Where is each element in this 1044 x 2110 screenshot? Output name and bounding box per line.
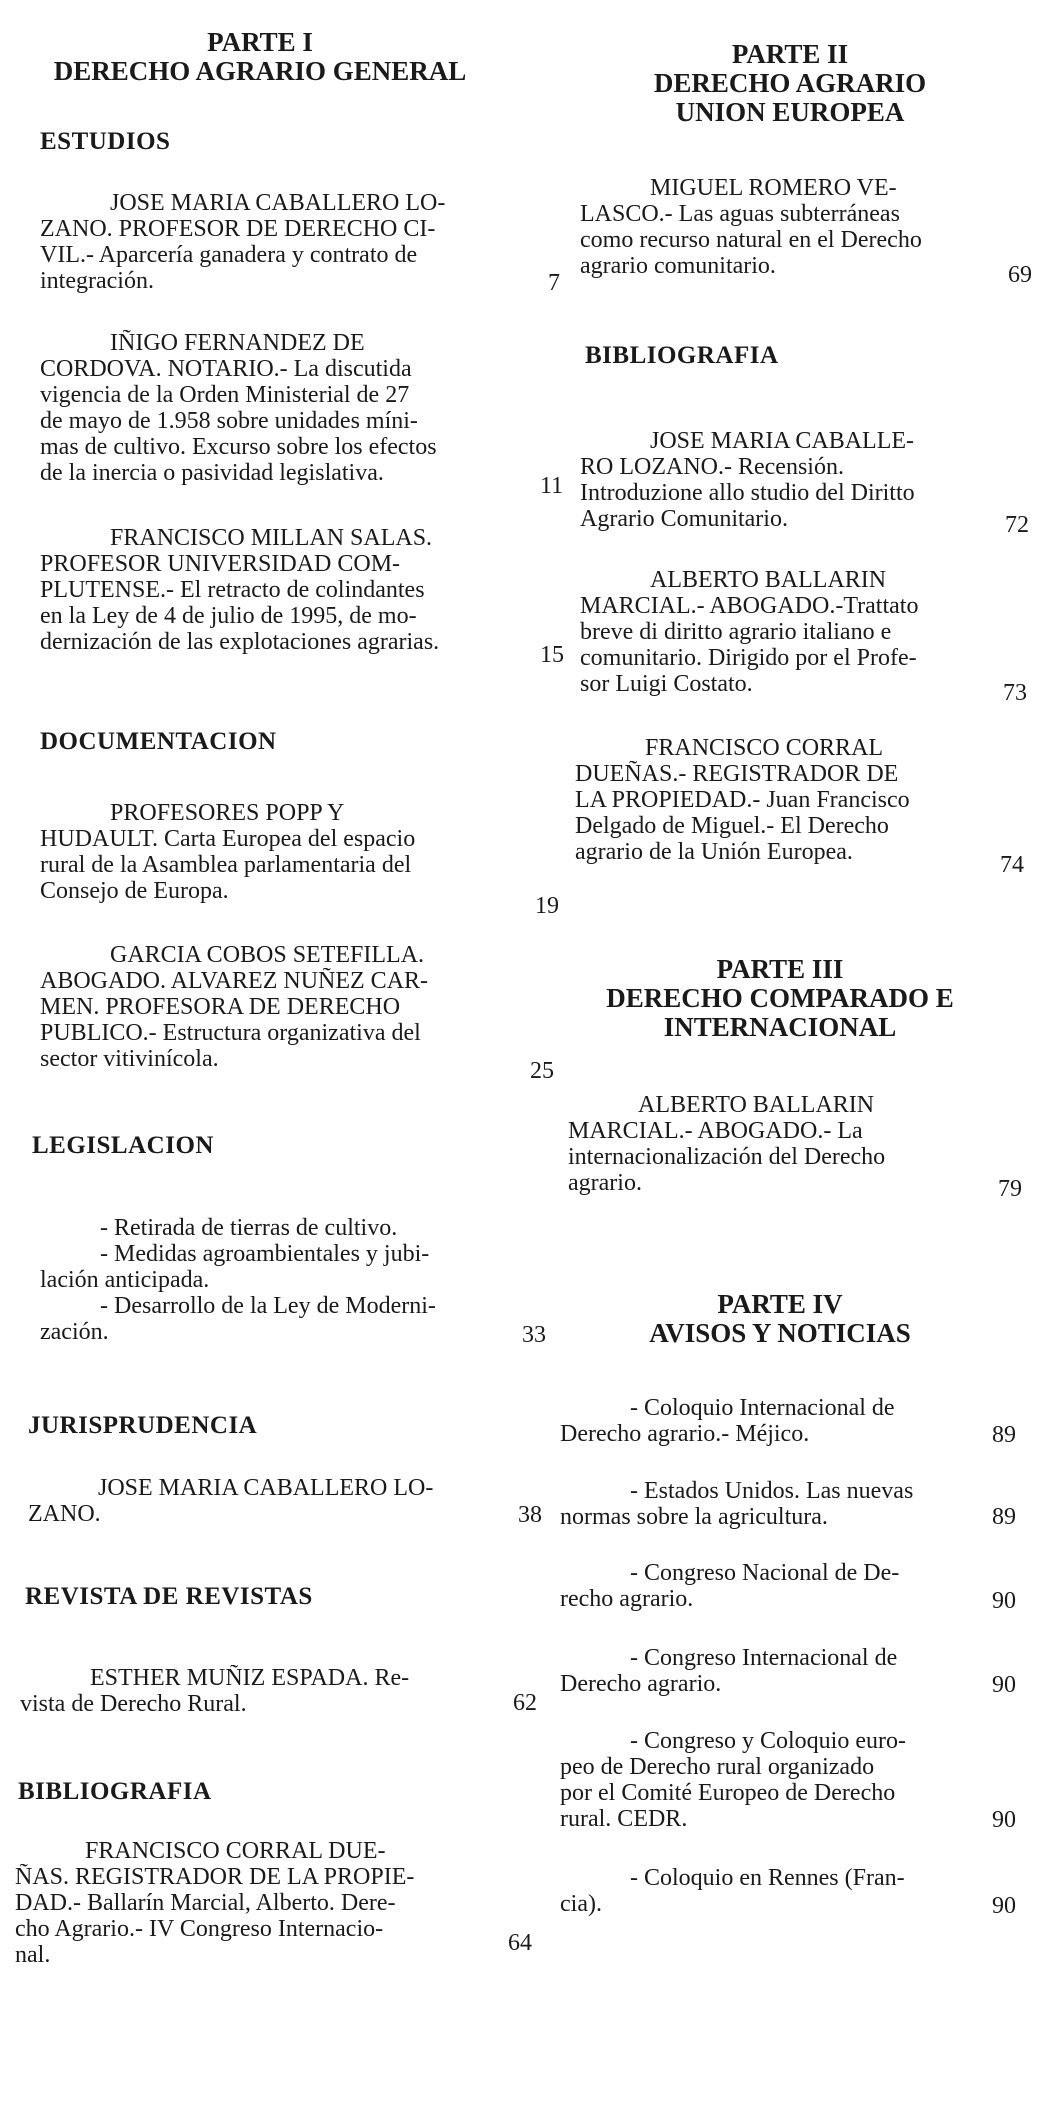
toc-entry: FRANCISCO CORRAL DUEÑAS.- REGISTRADOR DE LA PROPIEDAD.- Juan Francisco Delgado de Miguel.- El Derecho agrario de la Unión Europea.: [575, 735, 910, 865]
toc-entry: - Coloquio en Rennes (Fran- cia).: [560, 1865, 905, 1917]
toc-entry: ALBERTO BALLARIN MARCIAL.- ABOGADO.-Trattato breve di diritto agrario italiano e comunitario. Dirigido por el Profe- sor Luigi Costato.: [580, 567, 919, 697]
page-number: 7: [548, 270, 560, 296]
toc-entry: IÑIGO FERNANDEZ DE CORDOVA. NOTARIO.- La discutida vigencia de la Orden Ministerial de 27 de mayo de 1.958 sobre unidades míni- mas de cultivo. Excurso sobre los efectos de la inercia o pasividad legislativa.: [40, 330, 437, 486]
page-number: 90: [992, 1672, 1016, 1698]
part-4-title: PARTE IV AVISOS Y NOTICIAS: [649, 1289, 911, 1348]
page-number: 69: [1008, 262, 1032, 288]
toc-entry: JOSE MARIA CABALLERO LO- ZANO.: [28, 1475, 434, 1527]
toc-entry: - Estados Unidos. Las nuevas normas sobre la agricultura.: [560, 1478, 914, 1530]
toc-entry: ALBERTO BALLARIN MARCIAL.- ABOGADO.- La internacionalización del Derecho agrario.: [568, 1092, 886, 1196]
page-number: 15: [540, 642, 564, 668]
toc-entry: - Congreso Internacional de Derecho agrario.: [560, 1645, 898, 1697]
toc-entry: GARCIA COBOS SETEFILLA. ABOGADO. ALVAREZ NUÑEZ CAR- MEN. PROFESORA DE DERECHO PUBLICO.- Estructura organizativa del sector vitivinícola.: [40, 942, 429, 1072]
page-number: 73: [1003, 680, 1027, 706]
toc-entry: JOSE MARIA CABALLERO LO- ZANO. PROFESOR DE DERECHO CI- VIL.- Aparcería ganadera y contrato de integración.: [40, 190, 446, 294]
part-2-title: PARTE II DERECHO AGRARIO UNION EUROPEA: [653, 39, 927, 127]
page-number: 89: [992, 1422, 1016, 1448]
page-number: 90: [992, 1807, 1016, 1833]
toc-entry: MIGUEL ROMERO VE- LASCO.- Las aguas subterráneas como recurso natural en el Derecho agrario comunitario.: [580, 175, 922, 279]
section-heading-jurisprudencia: JURISPRUDENCIA: [28, 1412, 258, 1439]
page-number: 19: [535, 893, 559, 919]
toc-entry: - Congreso Nacional de De- recho agrario.: [560, 1560, 900, 1612]
page-number: 62: [513, 1690, 537, 1716]
toc-entry: ESTHER MUÑIZ ESPADA. Re- vista de Derecho Rural.: [20, 1665, 410, 1717]
page-number: 38: [518, 1502, 542, 1528]
toc-entry: FRANCISCO MILLAN SALAS. PROFESOR UNIVERSIDAD COM- PLUTENSE.- El retracto de colindantes en la Ley de 4 de julio de 1995, de mo- dernización de las explotaciones agrarias.: [40, 525, 440, 655]
toc-entry: - Retirada de tierras de cultivo. - Medidas agroambientales y jubi- lación anticipada. - Desarrollo de la Ley de Moderni- zación.: [40, 1215, 436, 1345]
page-number: 79: [998, 1176, 1022, 1202]
section-heading-revista: REVISTA DE REVISTAS: [25, 1583, 313, 1610]
page-number: 89: [992, 1504, 1016, 1530]
part-3-title: PARTE III DERECHO COMPARADO E INTERNACIONAL: [606, 954, 954, 1042]
page-number: 72: [1005, 512, 1029, 538]
toc-entry: - Coloquio Internacional de Derecho agrario.- Méjico.: [560, 1395, 895, 1447]
section-heading-documentacion: DOCUMENTACION: [40, 728, 277, 755]
section-heading-bibliografia-2: BIBLIOGRAFIA: [585, 342, 779, 369]
toc-entry: JOSE MARIA CABALLE- RO LOZANO.- Recensión. Introduzione allo studio del Diritto Agrario Comunitario.: [580, 428, 915, 532]
part-1-title: PARTE I DERECHO AGRARIO GENERAL: [53, 27, 467, 86]
page-number: 25: [530, 1058, 554, 1084]
page-number: 90: [992, 1893, 1016, 1919]
section-heading-legislacion: LEGISLACION: [32, 1132, 214, 1159]
toc-entry: PROFESORES POPP Y HUDAULT. Carta Europea del espacio rural de la Asamblea parlamentaria del Consejo de Europa.: [40, 800, 416, 904]
section-heading-estudios: ESTUDIOS: [40, 128, 171, 155]
page-number: 11: [540, 473, 564, 499]
section-heading-bibliografia: BIBLIOGRAFIA: [18, 1778, 212, 1805]
page-number: 33: [522, 1322, 546, 1348]
page-number: 64: [508, 1930, 532, 1956]
page-number: 90: [992, 1588, 1016, 1614]
toc-entry: - Congreso y Coloquio euro- peo de Derecho rural organizado por el Comité Europeo de Derecho rural. CEDR.: [560, 1728, 906, 1832]
toc-entry: FRANCISCO CORRAL DUE- ÑAS. REGISTRADOR DE LA PROPIE- DAD.- Ballarín Marcial, Alberto. Dere- cho Agrario.- IV Congreso Internacio- nal.: [15, 1838, 415, 1968]
page-number: 74: [1000, 852, 1024, 878]
